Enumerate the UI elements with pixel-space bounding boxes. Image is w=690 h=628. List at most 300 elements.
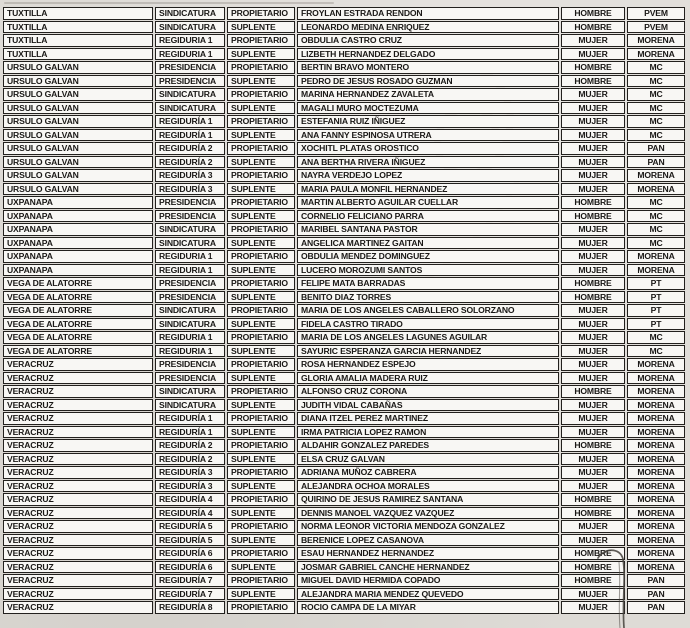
table-row (3, 385, 685, 398)
cell-partido: PT (627, 291, 685, 304)
cell-partido: MORENA (627, 547, 685, 560)
cell-nombre: FELIPE MATA BARRADAS (297, 277, 559, 290)
table-row (3, 196, 685, 209)
cell-genero: MUJER (561, 169, 625, 182)
cell-partido: MORENA (627, 561, 685, 574)
cell-caracter: PROPIETARIO (227, 34, 295, 47)
cell-nombre: MARINA HERNANDEZ ZAVALETA (297, 88, 559, 101)
cell-partido: PT (627, 277, 685, 290)
cell-municipio: VERACRUZ (3, 480, 153, 493)
cell-caracter: SUPLENTE (227, 48, 295, 61)
cell-partido: MORENA (627, 34, 685, 47)
table-row (3, 237, 685, 250)
cell-cargo: PRESIDENCIA (155, 196, 225, 209)
cell-nombre: BERENICE LOPEZ CASANOVA (297, 534, 559, 547)
cell-partido: MORENA (627, 412, 685, 425)
cell-partido: MORENA (627, 250, 685, 263)
cell-partido: MORENA (627, 385, 685, 398)
cell-municipio: URSULO GALVAN (3, 102, 153, 115)
cell-partido: MORENA (627, 534, 685, 547)
cell-cargo: REGIDURIA 1 (155, 48, 225, 61)
cell-genero: HOMBRE (561, 439, 625, 452)
table-row (3, 588, 685, 601)
cell-partido: MC (627, 102, 685, 115)
cell-cargo: PRESIDENCIA (155, 75, 225, 88)
table-row (3, 399, 685, 412)
table-row (3, 115, 685, 128)
cell-nombre: ALEJANDRA MARIA MENDEZ QUEVEDO (297, 588, 559, 601)
cell-partido: MORENA (627, 439, 685, 452)
cell-municipio: URSULO GALVAN (3, 169, 153, 182)
cell-nombre: ALFONSO CRUZ CORONA (297, 385, 559, 398)
cell-cargo: REGIDURÍA 1 (155, 412, 225, 425)
cell-partido: MORENA (627, 169, 685, 182)
cell-genero: HOMBRE (561, 210, 625, 223)
cell-partido: MORENA (627, 48, 685, 61)
cell-cargo: SINDICATURA (155, 237, 225, 250)
cell-cargo: SINDICATURA (155, 21, 225, 34)
cell-genero: HOMBRE (561, 561, 625, 574)
cell-municipio: VERACRUZ (3, 534, 153, 547)
cell-municipio: VERACRUZ (3, 426, 153, 439)
cell-genero: MUJER (561, 331, 625, 344)
cell-cargo: REGIDURIA 1 (155, 345, 225, 358)
cell-cargo: REGIDURIA 1 (155, 250, 225, 263)
cell-caracter: SUPLENTE (227, 453, 295, 466)
cell-caracter: PROPIETARIO (227, 142, 295, 155)
cell-nombre: XOCHITL PLATAS OROSTICO (297, 142, 559, 155)
table-row (3, 34, 685, 47)
cell-caracter: SUPLENTE (227, 75, 295, 88)
cell-caracter: SUPLENTE (227, 156, 295, 169)
cell-caracter: PROPIETARIO (227, 304, 295, 317)
cell-partido: MC (627, 237, 685, 250)
cell-cargo: REGIDURÍA 2 (155, 453, 225, 466)
cell-genero: MUJER (561, 264, 625, 277)
cell-cargo: REGIDURÍA 3 (155, 183, 225, 196)
cell-genero: HOMBRE (561, 196, 625, 209)
cell-partido: PAN (627, 156, 685, 169)
cell-caracter: SUPLENTE (227, 399, 295, 412)
cell-municipio: VERACRUZ (3, 574, 153, 587)
cell-genero: MUJER (561, 156, 625, 169)
cell-municipio: URSULO GALVAN (3, 75, 153, 88)
cell-municipio: VERACRUZ (3, 493, 153, 506)
cell-nombre: MARIBEL SANTANA PASTOR (297, 223, 559, 236)
cell-caracter: PROPIETARIO (227, 196, 295, 209)
cell-cargo: REGIDURÍA 5 (155, 534, 225, 547)
candidates-table (1, 6, 687, 615)
table-row (3, 520, 685, 533)
cell-municipio: VERACRUZ (3, 466, 153, 479)
cell-cargo: REGIDURÍA 4 (155, 507, 225, 520)
cell-caracter: PROPIETARIO (227, 115, 295, 128)
cell-cargo: REGIDURIA 1 (155, 264, 225, 277)
cell-cargo: REGIDURÍA 3 (155, 466, 225, 479)
cell-genero: HOMBRE (561, 291, 625, 304)
cell-caracter: SUPLENTE (227, 318, 295, 331)
cell-cargo: PRESIDENCIA (155, 358, 225, 371)
cell-partido: PAN (627, 588, 685, 601)
cell-municipio: UXPANAPA (3, 210, 153, 223)
cell-cargo: SINDICATURA (155, 385, 225, 398)
cell-caracter: PROPIETARIO (227, 223, 295, 236)
cell-caracter: PROPIETARIO (227, 61, 295, 74)
cell-partido: PT (627, 318, 685, 331)
cell-caracter: SUPLENTE (227, 534, 295, 547)
cell-nombre: BENITO DIAZ TORRES (297, 291, 559, 304)
cell-cargo: REGIDURÍA 2 (155, 156, 225, 169)
cell-caracter: SUPLENTE (227, 237, 295, 250)
cell-nombre: MARIA DE LOS ANGELES CABALLERO SOLORZANO (297, 304, 559, 317)
table-row (3, 412, 685, 425)
table-row (3, 331, 685, 344)
cell-genero: MUJER (561, 358, 625, 371)
cell-genero: MUJER (561, 412, 625, 425)
cell-caracter: PROPIETARIO (227, 547, 295, 560)
cell-cargo: SINDICATURA (155, 399, 225, 412)
table-row (3, 601, 685, 614)
cell-caracter: SUPLENTE (227, 426, 295, 439)
cell-partido: PVEM (627, 21, 685, 34)
table-row (3, 264, 685, 277)
cell-cargo: PRESIDENCIA (155, 372, 225, 385)
cell-genero: MUJER (561, 237, 625, 250)
table-row (3, 250, 685, 263)
table-row (3, 480, 685, 493)
cell-municipio: UXPANAPA (3, 223, 153, 236)
cell-municipio: URSULO GALVAN (3, 88, 153, 101)
table-row (3, 61, 685, 74)
cell-caracter: PROPIETARIO (227, 277, 295, 290)
table-row (3, 574, 685, 587)
cell-nombre: LIZBETH HERNANDEZ DELGADO (297, 48, 559, 61)
cell-partido: MC (627, 345, 685, 358)
table-row (3, 223, 685, 236)
cell-partido: MORENA (627, 507, 685, 520)
cell-partido: PVEM (627, 7, 685, 20)
cell-cargo: SINDICATURA (155, 304, 225, 317)
cell-cargo: REGIDURÍA 1 (155, 426, 225, 439)
cell-genero: MUJER (561, 102, 625, 115)
cell-caracter: SUPLENTE (227, 480, 295, 493)
cell-cargo: REGIDURÍA 3 (155, 480, 225, 493)
cell-genero: MUJER (561, 588, 625, 601)
cell-municipio: UXPANAPA (3, 196, 153, 209)
cell-cargo: REGIDURÍA 7 (155, 574, 225, 587)
table-row (3, 48, 685, 61)
cell-municipio: TUXTILLA (3, 21, 153, 34)
cell-genero: MUJER (561, 345, 625, 358)
cell-nombre: LUCERO MOROZUMI SANTOS (297, 264, 559, 277)
table-row (3, 75, 685, 88)
cell-municipio: VEGA DE ALATORRE (3, 318, 153, 331)
cell-partido: MORENA (627, 426, 685, 439)
cell-genero: MUJER (561, 183, 625, 196)
cell-caracter: SUPLENTE (227, 588, 295, 601)
cell-genero: HOMBRE (561, 277, 625, 290)
cell-genero: MUJER (561, 48, 625, 61)
cell-nombre: FIDELA CASTRO TIRADO (297, 318, 559, 331)
cell-partido: MC (627, 61, 685, 74)
cell-partido: MC (627, 75, 685, 88)
cell-caracter: PROPIETARIO (227, 7, 295, 20)
cell-genero: MUJER (561, 601, 625, 614)
cell-cargo: REGIDURIA 1 (155, 331, 225, 344)
cell-municipio: URSULO GALVAN (3, 115, 153, 128)
cell-genero: HOMBRE (561, 75, 625, 88)
table-row (3, 88, 685, 101)
table-row (3, 210, 685, 223)
cell-nombre: ALEJANDRA OCHOA MORALES (297, 480, 559, 493)
cell-genero: MUJER (561, 250, 625, 263)
table-row (3, 318, 685, 331)
cell-genero: HOMBRE (561, 574, 625, 587)
cell-genero: MUJER (561, 466, 625, 479)
cell-genero: HOMBRE (561, 493, 625, 506)
cell-nombre: OBDULIA MENDEZ DOMINGUEZ (297, 250, 559, 263)
cell-partido: MORENA (627, 399, 685, 412)
cell-cargo: SINDICATURA (155, 88, 225, 101)
cell-municipio: UXPANAPA (3, 264, 153, 277)
cell-nombre: JOSMAR GABRIEL CANCHE HERNANDEZ (297, 561, 559, 574)
cell-municipio: VEGA DE ALATORRE (3, 331, 153, 344)
cell-cargo: PRESIDENCIA (155, 61, 225, 74)
cell-nombre: PEDRO DE JESUS ROSADO GUZMAN (297, 75, 559, 88)
cell-cargo: REGIDURÍA 1 (155, 129, 225, 142)
table-row (3, 129, 685, 142)
cell-partido: PAN (627, 574, 685, 587)
cell-genero: MUJER (561, 115, 625, 128)
cell-caracter: PROPIETARIO (227, 601, 295, 614)
cell-caracter: PROPIETARIO (227, 331, 295, 344)
cell-municipio: VEGA DE ALATORRE (3, 277, 153, 290)
cell-municipio: URSULO GALVAN (3, 142, 153, 155)
cell-genero: HOMBRE (561, 507, 625, 520)
cell-caracter: SUPLENTE (227, 102, 295, 115)
cell-nombre: CORNELIO FELICIANO PARRA (297, 210, 559, 223)
cell-partido: MORENA (627, 480, 685, 493)
cell-cargo: SINDICATURA (155, 223, 225, 236)
cell-caracter: SUPLENTE (227, 210, 295, 223)
table-row (3, 183, 685, 196)
cell-municipio: VERACRUZ (3, 453, 153, 466)
cell-partido: MORENA (627, 264, 685, 277)
table-row (3, 7, 685, 20)
cell-caracter: SUPLENTE (227, 561, 295, 574)
cell-nombre: LEONARDO MEDINA ENRIQUEZ (297, 21, 559, 34)
cell-caracter: PROPIETARIO (227, 169, 295, 182)
cell-cargo: REGIDURÍA 6 (155, 547, 225, 560)
cell-cargo: SINDICATURA (155, 7, 225, 20)
cell-nombre: IRMA PATRICIA LOPEZ RAMON (297, 426, 559, 439)
table-row (3, 547, 685, 560)
cell-partido: MC (627, 210, 685, 223)
cell-nombre: NORMA LEONOR VICTORIA MENDOZA GONZALEZ (297, 520, 559, 533)
cell-partido: PAN (627, 601, 685, 614)
cell-genero: MUJER (561, 318, 625, 331)
cell-municipio: VERACRUZ (3, 547, 153, 560)
cell-partido: PAN (627, 142, 685, 155)
cell-cargo: REGIDURÍA 2 (155, 439, 225, 452)
cell-municipio: VERACRUZ (3, 358, 153, 371)
cell-municipio: TUXTILLA (3, 48, 153, 61)
cell-nombre: MIGUEL DAVID HERMIDA COPADO (297, 574, 559, 587)
table-row (3, 439, 685, 452)
cell-partido: MC (627, 88, 685, 101)
cell-genero: HOMBRE (561, 61, 625, 74)
cell-cargo: REGIDURÍA 5 (155, 520, 225, 533)
cell-partido: MC (627, 223, 685, 236)
cell-genero: HOMBRE (561, 21, 625, 34)
cell-municipio: VERACRUZ (3, 399, 153, 412)
cell-nombre: SAYURIC ESPERANZA GARCIA HERNANDEZ (297, 345, 559, 358)
cell-municipio: VERACRUZ (3, 385, 153, 398)
cell-caracter: PROPIETARIO (227, 493, 295, 506)
cell-nombre: ALDAHIR GONZALEZ PAREDES (297, 439, 559, 452)
cell-caracter: PROPIETARIO (227, 385, 295, 398)
cell-genero: MUJER (561, 142, 625, 155)
cell-cargo: REGIDURÍA 2 (155, 142, 225, 155)
cell-municipio: VEGA DE ALATORRE (3, 345, 153, 358)
cell-caracter: SUPLENTE (227, 372, 295, 385)
cell-cargo: REGIDURÍA 6 (155, 561, 225, 574)
cell-cargo: SINDICATURA (155, 102, 225, 115)
cell-caracter: PROPIETARIO (227, 358, 295, 371)
table-row (3, 561, 685, 574)
cell-partido: MORENA (627, 372, 685, 385)
cell-nombre: JUDITH VIDAL CABAÑAS (297, 399, 559, 412)
cell-nombre: ELSA CRUZ GALVAN (297, 453, 559, 466)
cell-caracter: PROPIETARIO (227, 439, 295, 452)
cell-municipio: VEGA DE ALATORRE (3, 291, 153, 304)
cell-nombre: ANGELICA MARTINEZ GAITAN (297, 237, 559, 250)
cell-caracter: SUPLENTE (227, 291, 295, 304)
cell-nombre: MARIA PAULA MONFIL HERNANDEZ (297, 183, 559, 196)
cell-municipio: TUXTILLA (3, 34, 153, 47)
table-row (3, 21, 685, 34)
cell-municipio: VERACRUZ (3, 588, 153, 601)
cell-municipio: URSULO GALVAN (3, 61, 153, 74)
cell-nombre: OBDULIA CASTRO CRUZ (297, 34, 559, 47)
cell-partido: MORENA (627, 453, 685, 466)
cell-nombre: NAYRA VERDEJO LOPEZ (297, 169, 559, 182)
table-row (3, 372, 685, 385)
cell-partido: MC (627, 115, 685, 128)
cell-municipio: VEGA DE ALATORRE (3, 304, 153, 317)
cell-genero: MUJER (561, 372, 625, 385)
table-row (3, 304, 685, 317)
cell-nombre: ROCIO CAMPA DE LA MIYAR (297, 601, 559, 614)
cell-genero: HOMBRE (561, 547, 625, 560)
cell-nombre: DENNIS MANOEL VAZQUEZ VAZQUEZ (297, 507, 559, 520)
cell-genero: MUJER (561, 453, 625, 466)
cell-municipio: VERACRUZ (3, 601, 153, 614)
cell-caracter: SUPLENTE (227, 183, 295, 196)
cell-cargo: PRESIDENCIA (155, 291, 225, 304)
cell-partido: MORENA (627, 183, 685, 196)
cell-municipio: TUXTILLA (3, 7, 153, 20)
cell-caracter: SUPLENTE (227, 345, 295, 358)
table-row (3, 426, 685, 439)
cell-nombre: BERTIN BRAVO MONTERO (297, 61, 559, 74)
cell-cargo: REGIDURIA 1 (155, 34, 225, 47)
cell-genero: MUJER (561, 426, 625, 439)
table-row (3, 156, 685, 169)
cell-genero: HOMBRE (561, 7, 625, 20)
cell-nombre: ADRIANA MUÑOZ CABRERA (297, 466, 559, 479)
table-row (3, 102, 685, 115)
cell-partido: MC (627, 331, 685, 344)
cell-nombre: MARIA DE LOS ANGELES LAGUNES AGUILAR (297, 331, 559, 344)
table-row (3, 345, 685, 358)
cell-partido: PT (627, 304, 685, 317)
cell-cargo: REGIDURÍA 8 (155, 601, 225, 614)
cell-caracter: PROPIETARIO (227, 412, 295, 425)
cell-municipio: UXPANAPA (3, 250, 153, 263)
cell-cargo: REGIDURÍA 1 (155, 115, 225, 128)
cell-partido: MORENA (627, 520, 685, 533)
cell-nombre: ANA BERTHA RIVERA IÑIGUEZ (297, 156, 559, 169)
cell-caracter: SUPLENTE (227, 264, 295, 277)
cell-genero: MUJER (561, 399, 625, 412)
cell-cargo: PRESIDENCIA (155, 277, 225, 290)
cell-caracter: PROPIETARIO (227, 466, 295, 479)
cell-caracter: PROPIETARIO (227, 574, 295, 587)
table-row (3, 493, 685, 506)
cell-partido: MC (627, 196, 685, 209)
cell-caracter: SUPLENTE (227, 507, 295, 520)
cell-partido: MORENA (627, 358, 685, 371)
cell-municipio: URSULO GALVAN (3, 183, 153, 196)
cell-cargo: REGIDURÍA 3 (155, 169, 225, 182)
cell-partido: MORENA (627, 493, 685, 506)
table-row (3, 534, 685, 547)
cell-nombre: DIANA ITZEL PEREZ MARTINEZ (297, 412, 559, 425)
cell-genero: MUJER (561, 480, 625, 493)
cell-municipio: VERACRUZ (3, 507, 153, 520)
cell-cargo: PRESIDENCIA (155, 210, 225, 223)
table-row (3, 358, 685, 371)
cell-genero: MUJER (561, 88, 625, 101)
table-row (3, 277, 685, 290)
cell-nombre: ESAU HERNANDEZ HERNANDEZ (297, 547, 559, 560)
cell-genero: MUJER (561, 520, 625, 533)
cell-municipio: VERACRUZ (3, 439, 153, 452)
cell-genero: MUJER (561, 304, 625, 317)
cell-partido: MORENA (627, 466, 685, 479)
cell-caracter: PROPIETARIO (227, 88, 295, 101)
cell-genero: MUJER (561, 129, 625, 142)
cell-caracter: PROPIETARIO (227, 520, 295, 533)
cell-nombre: FROYLAN ESTRADA RENDON (297, 7, 559, 20)
cell-municipio: UXPANAPA (3, 237, 153, 250)
cell-genero: MUJER (561, 34, 625, 47)
cell-nombre: GLORIA AMALIA MADERA RUIZ (297, 372, 559, 385)
table-row (3, 466, 685, 479)
table-row (3, 507, 685, 520)
table-row (3, 169, 685, 182)
cell-caracter: PROPIETARIO (227, 250, 295, 263)
cell-municipio: VERACRUZ (3, 412, 153, 425)
cell-municipio: VERACRUZ (3, 520, 153, 533)
cell-municipio: URSULO GALVAN (3, 129, 153, 142)
cell-caracter: SUPLENTE (227, 21, 295, 34)
scan-edge-artifact (4, 2, 334, 4)
table-row (3, 453, 685, 466)
cell-nombre: MAGALI MURO MOCTEZUMA (297, 102, 559, 115)
cell-nombre: MARTIN ALBERTO AGUILAR CUELLAR (297, 196, 559, 209)
